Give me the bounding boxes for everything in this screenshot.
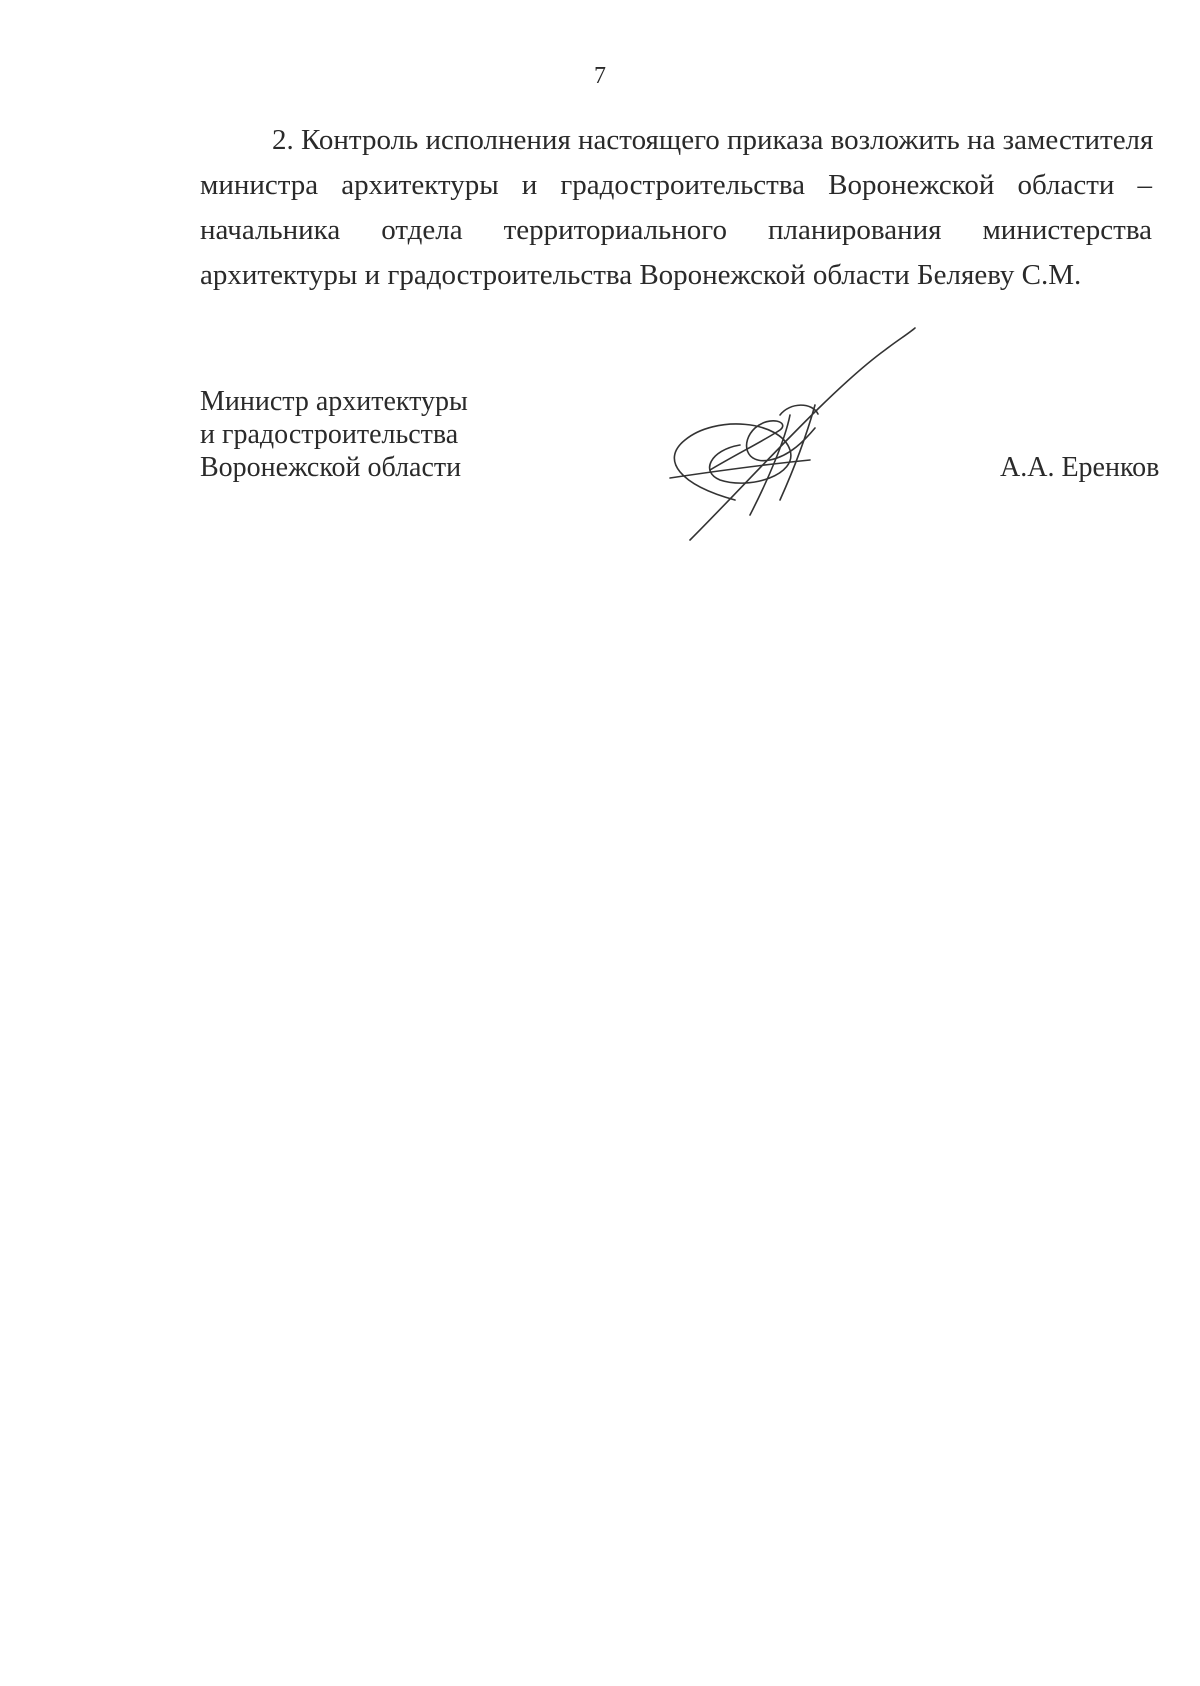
page-number: 7	[594, 63, 606, 89]
signatory-name: А.А. Еренков	[1000, 452, 1160, 483]
paragraph-line: архитектуры и градостроительства Воронежской области Беляеву С.М.	[200, 259, 1082, 291]
paragraph-line: 2. Контроль исполнения настоящего приказа возложить на заместителя	[272, 124, 1154, 156]
signatory-title-line: Воронежской области	[200, 452, 462, 483]
handwritten-signature	[640, 310, 980, 550]
paragraph-line: министра архитектуры и градостроительства Воронежской области –	[200, 169, 1152, 201]
paragraph-line: начальника отдела территориального планирования министерства	[200, 214, 1152, 246]
signatory-title-line: и градостроительства	[200, 419, 459, 450]
body-paragraph	[200, 118, 1152, 298]
signatory-title	[200, 385, 468, 484]
signatory-title-line: Министр архитектуры	[200, 386, 468, 417]
